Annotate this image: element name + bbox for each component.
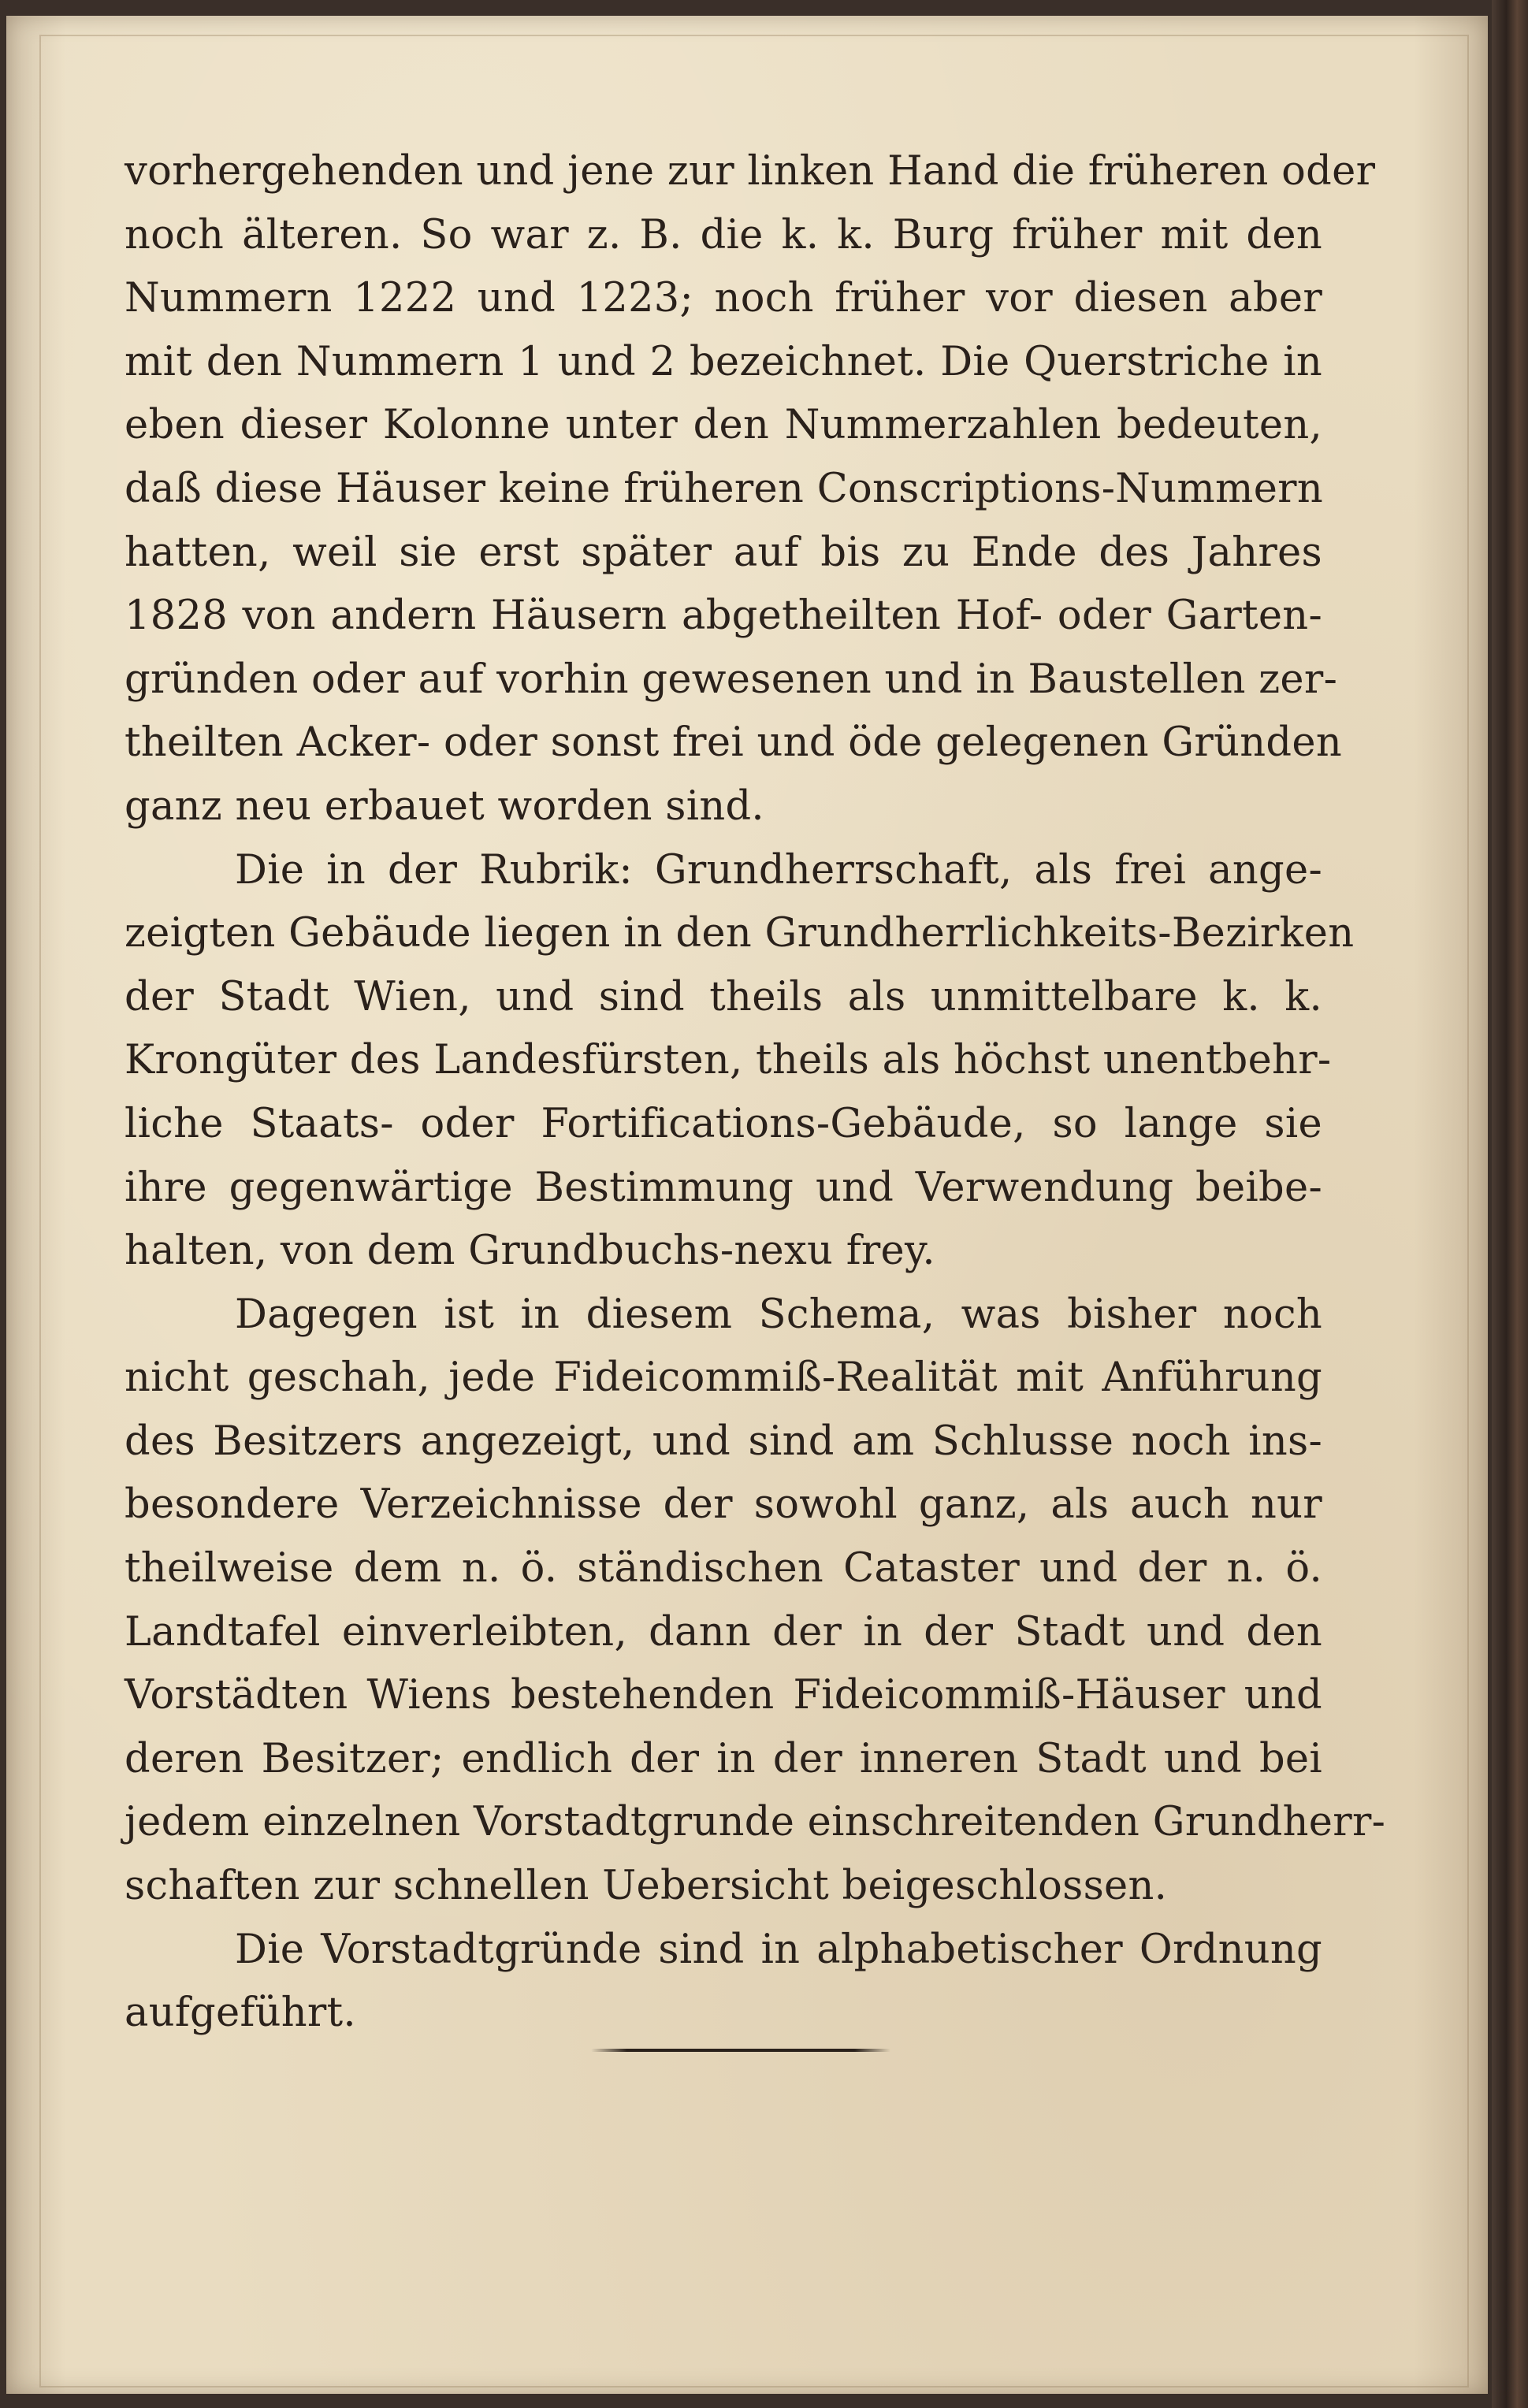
text-line: ihre gegenwärtige Bestimmung und Verwendung beibe- xyxy=(125,1164,1322,1211)
text-line: hatten, weil sie erst später auf bis zu Ende des Jahres xyxy=(125,529,1322,576)
text-line: der Stadt Wien, und sind theils als unmittelbare k. k. xyxy=(125,973,1322,1020)
text-line-first: Dagegen ist in diesem Schema, was bisher noch xyxy=(235,1291,1322,1338)
text-line: theilten Acker- oder sonst frei und öde gelegenen Gründen xyxy=(125,719,1342,767)
text-line: nicht geschah, jede Fideicommiß-Realität mit Anführung xyxy=(125,1354,1322,1402)
text-line: 1828 von andern Häusern abgetheilten Hof- oder Garten- xyxy=(125,593,1322,640)
text-line: des Besitzers angezeigt, und sind am Schlusse noch ins- xyxy=(125,1418,1322,1465)
text-line: daß diese Häuser keine früheren Conscriptions-Nummern xyxy=(125,465,1323,512)
text-line: vorhergehenden und jene zur linken Hand die früheren oder xyxy=(125,148,1376,195)
book-binding xyxy=(1492,0,1528,2408)
text-line-first: Die in der Rubrik: Grundherrschaft, als frei ange- xyxy=(235,846,1322,894)
text-line: liche Staats- oder Fortifications-Gebäude, so lange sie xyxy=(125,1100,1322,1147)
text-line: mit den Nummern 1 und 2 bezeichnet. Die Querstriche in xyxy=(125,338,1322,385)
text-line-last: ganz neu erbauet worden sind. xyxy=(125,782,764,830)
text-line: gründen oder auf vorhin gewesenen und in Baustellen zer- xyxy=(125,656,1338,703)
text-line: zeigten Gebäude liegen in den Grundherrlichkeits-Bezirken xyxy=(125,910,1355,957)
body-text xyxy=(125,140,1386,2046)
text-line: jedem einzelnen Vorstadtgrunde einschreitenden Grundherr- xyxy=(125,1799,1386,1846)
text-line: Krongüter des Landesfürsten, theils als höchst unentbehr- xyxy=(125,1037,1332,1084)
text-line-last: schaften zur schnellen Uebersicht beigeschlossen. xyxy=(125,1863,1168,1910)
text-line-first: Die Vorstadtgründe sind in alphabetischer Ordnung xyxy=(235,1926,1322,1973)
text-line: deren Besitzer; endlich der in der inneren Stadt und bei xyxy=(125,1735,1322,1782)
text-line-last: aufgeführt. xyxy=(125,1990,356,2037)
closing-rule xyxy=(591,2049,890,2052)
text-line: noch älteren. So war z. B. die k. k. Burg früher mit den xyxy=(125,211,1322,258)
text-line-last: halten, von dem Grundbuchs-nexu frey. xyxy=(125,1228,935,1275)
text-line: Vorstädten Wiens bestehenden Fideicommiß-Häuser und xyxy=(125,1672,1322,1719)
text-line: Nummern 1222 und 1223; noch früher vor diesen aber xyxy=(125,275,1322,322)
text-line: eben dieser Kolonne unter den Nummerzahlen bedeuten, xyxy=(125,402,1322,449)
text-line: theilweise dem n. ö. ständischen Cataster und der n. ö. xyxy=(125,1545,1322,1592)
text-line: Landtafel einverleibten, dann der in der Stadt und den xyxy=(125,1608,1322,1656)
text-line: besondere Verzeichnisse der sowohl ganz, als auch nur xyxy=(125,1481,1322,1529)
